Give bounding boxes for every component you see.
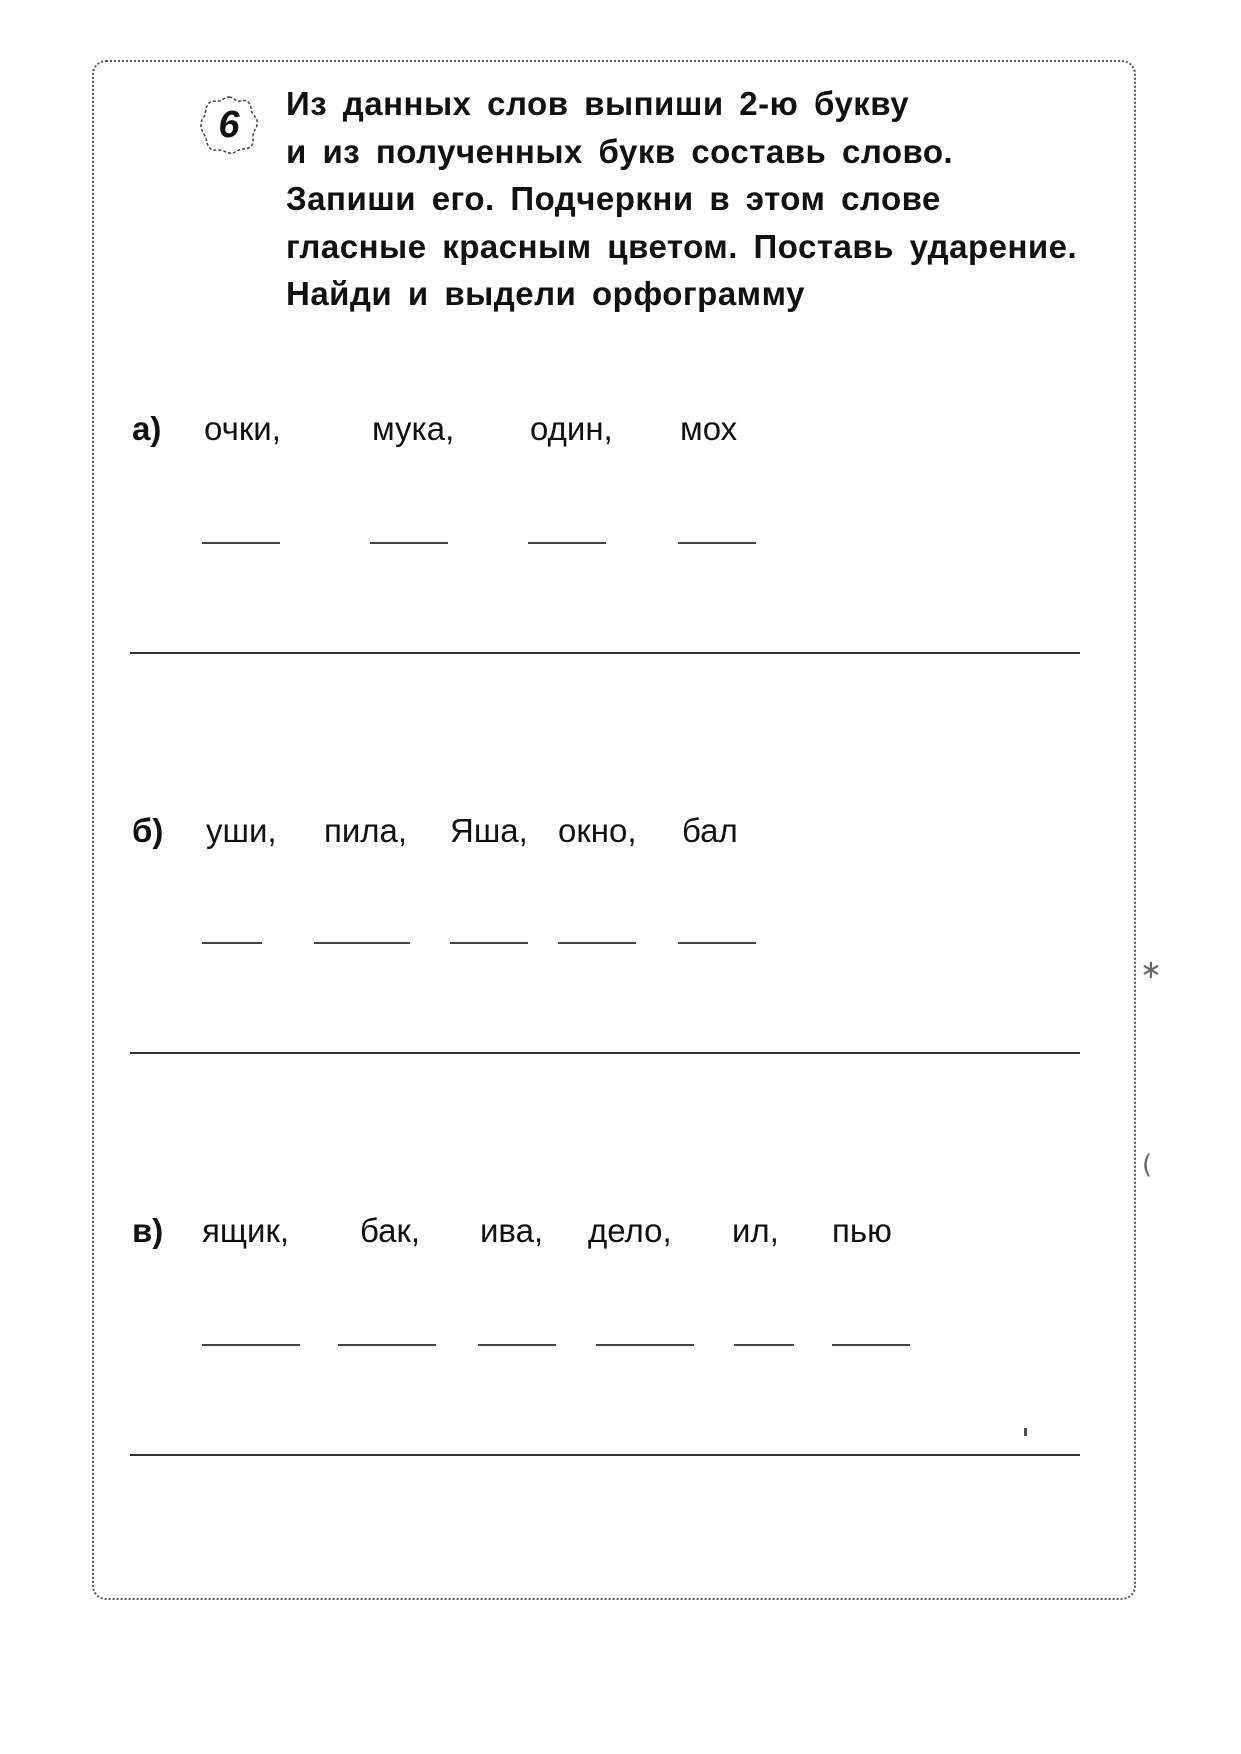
letter-blank[interactable] bbox=[314, 942, 410, 944]
answer-line[interactable] bbox=[130, 652, 1080, 654]
letter-blank[interactable] bbox=[558, 942, 636, 944]
section-label: а) bbox=[132, 410, 162, 447]
answer-line[interactable] bbox=[130, 1454, 1080, 1456]
letter-blank[interactable] bbox=[678, 542, 756, 544]
instruction-line: Запиши его. Подчеркни в этом слове bbox=[286, 180, 941, 217]
source-word: дело, bbox=[588, 1212, 672, 1249]
letter-blank[interactable] bbox=[478, 1344, 556, 1346]
section-label: в) bbox=[132, 1212, 164, 1249]
letter-blank[interactable] bbox=[338, 1344, 436, 1346]
source-word: Яша, bbox=[450, 812, 528, 849]
letter-blank[interactable] bbox=[596, 1344, 694, 1346]
source-word: очки, bbox=[204, 410, 281, 447]
task-instructions bbox=[286, 80, 1166, 318]
source-word: один, bbox=[530, 410, 613, 447]
letter-blank[interactable] bbox=[202, 1344, 300, 1346]
source-word: ива, bbox=[480, 1212, 544, 1249]
letter-blank[interactable] bbox=[202, 542, 280, 544]
source-word: ил, bbox=[732, 1212, 779, 1249]
instruction-line: гласные красным цветом. Поставь ударение. bbox=[286, 227, 1078, 265]
instruction-line: Найди и выдели орфограмму bbox=[286, 275, 805, 312]
source-word: уши, bbox=[206, 812, 277, 849]
instruction-line: Из данных слов выпиши 2-ю букву bbox=[286, 85, 910, 122]
instruction-line: и из полученных букв составь слово. bbox=[286, 132, 954, 170]
source-word: мука, bbox=[372, 410, 455, 447]
letter-blank[interactable] bbox=[734, 1344, 794, 1346]
source-word: бал bbox=[682, 812, 738, 849]
source-word: окно, bbox=[558, 812, 637, 849]
source-word: мох bbox=[680, 410, 738, 447]
source-word: ящик, bbox=[202, 1212, 290, 1249]
letter-blank[interactable] bbox=[202, 942, 262, 944]
letter-blank[interactable] bbox=[832, 1344, 910, 1346]
task-number: 6 bbox=[218, 104, 240, 146]
letter-blank[interactable] bbox=[450, 942, 528, 944]
letter-blank[interactable] bbox=[678, 942, 756, 944]
stray-mark bbox=[1024, 1428, 1027, 1436]
letter-blank[interactable] bbox=[528, 542, 606, 544]
source-word: пью bbox=[832, 1212, 892, 1249]
edge-bracket-icon: ( bbox=[1142, 1150, 1153, 1180]
source-word: бак, bbox=[360, 1212, 421, 1249]
edge-scribble-icon: ∗ bbox=[1140, 955, 1162, 985]
section-label: б) bbox=[132, 812, 164, 849]
source-word: пила, bbox=[324, 812, 408, 849]
letter-blank[interactable] bbox=[370, 542, 448, 544]
answer-line[interactable] bbox=[130, 1052, 1080, 1054]
task-number-badge bbox=[198, 94, 260, 156]
